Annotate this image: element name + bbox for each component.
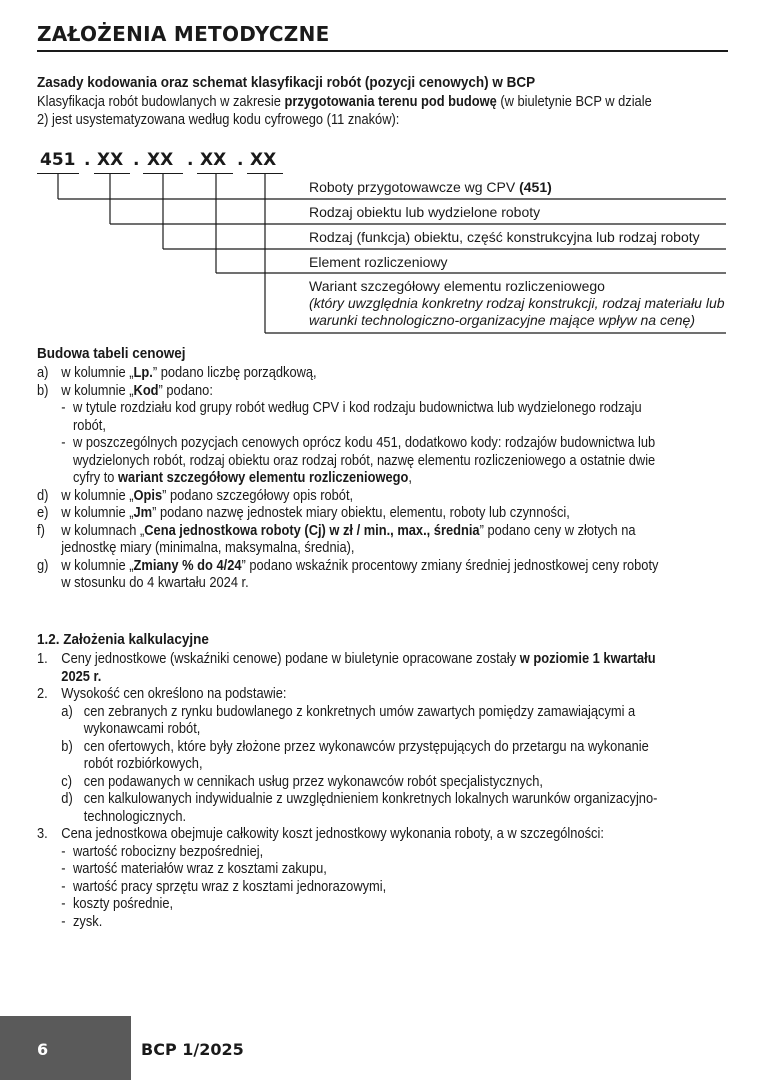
list-item: d) cen kalkulowanych indywidualnie z uwzględnieniem konkretnych lokalnych warunków organizacyjno-technologicznych. [61,791,658,825]
calculation-list-cont [37,826,661,844]
list-item: e) w kolumnie „Jm” podano nazwę jednostek miary obiektu, elementu, roboty lub czynności, [37,505,570,521]
kod-sublist [37,400,661,488]
price-table-list [37,365,661,400]
list-item: f) w kolumnach „Cena jednostkowa roboty (Cj) w zł / min., max., średnia” podano ceny w złotych na jednostkę miary (minimalna, maksymalna, średnia), [37,522,636,556]
list-item: - w poszczególnych pozycjach cenowych oprócz kodu 451, dodatkowo kody: rodzajów budownictwa lub wydzielonych robót, rodzaj obiektu oraz rodzaj robót, nazwę elementu rozliczeniowego a ostatnie dwie cyfry to wariant szczegółowy elementu rozliczeniowego, [61,435,656,486]
list-item: 1. Ceny jednostkowe (wskaźniki cenowe) podane w biuletynie opracowane zostały w poziomie 1 kwartału 2025 r. [37,651,656,685]
price-table-heading: Budowa tabeli cenowej [37,345,186,362]
code-dot: . [187,150,194,170]
list-item: - wartość pracy sprzętu wraz z kosztami jednorazowymi, [61,878,387,895]
code-dot: . [84,150,91,170]
list-item: b) w kolumnie „Kod” podano: [37,382,213,399]
coding-heading: Zasady kodowania oraz schemat klasyfikacji robót (pozycji cenowych) w BCP [37,74,536,91]
diagram-label-variant-note: (który uwzględnia konkretny rodzaj konstrukcji, rodzaj materiału lub [309,295,725,311]
diagram-label-function: Rodzaj (funkcja) obiektu, część konstrukcyjna lub rodzaj roboty [309,229,700,245]
footer-page-tab [0,1016,131,1080]
code-dot: . [133,150,140,170]
list-item: d) w kolumnie „Opis” podano szczegółowy opis robót, [37,487,354,504]
list-item: a) w kolumnie „Lp.” podano liczbę porządkową, [37,365,317,381]
diagram-label-variant: Wariant szczegółowy elementu rozliczeniowego [309,278,605,294]
code-segment-2: XX [97,150,124,170]
list-item: - w tytule rozdziału kod grupy robót według CPV i kod rodzaju budownictwa lub wydzielonego rodzaju robót, [61,400,642,434]
price-table-section [37,345,661,593]
diagram-label-object-type: Rodzaj obiektu lub wydzielone roboty [309,204,541,220]
calculation-section [37,631,661,931]
list-item: - zysk. [61,913,103,930]
cost-components-sublist [37,844,661,932]
price-sources-sublist [37,704,661,827]
page-title: ZAŁOŻENIA METODYCZNE [37,22,728,52]
diagram-label-cpv: Roboty przygotowawcze wg CPV (451) [309,179,552,195]
code-segment-4: XX [200,150,227,170]
list-item: - koszty pośrednie, [61,896,174,912]
list-item: - wartość materiałów wraz z kosztami zakupu, [61,861,327,877]
calculation-heading: 1.2. Założenia kalkulacyjne [37,631,209,648]
list-item: 2. Wysokość cen określono na podstawie: [37,686,287,702]
code-dot: . [237,150,244,170]
diagram-label-variant-note: warunki technologiczno-organizacyjne mające wpływ na cenę) [309,312,695,328]
list-item: a) cen zebranych z rynku budowlanego z konkretnych umów zawartych pomiędzy zamawiającymi a wykonawcami robót, [61,703,636,737]
code-segment-cpv: 451 [40,150,76,170]
code-segment-5: XX [250,150,277,170]
page-number: 6 [37,1040,49,1059]
list-item: c) cen podawanych w cennikach usług przez wykonawców robót specjalistycznych, [61,773,543,790]
list-item: g) w kolumnie „Zmiany % do 4/24” podano wskaźnik procentowy zmiany średniej jednostkowej ceny roboty w stosunku do 4 kwartału 2024 r. [37,557,659,591]
list-item: 3. Cena jednostkowa obejmuje całkowity koszt jednostkowy wykonania roboty, a w szczególności: [37,826,604,842]
diagram-label-element: Element rozliczeniowy [309,254,448,270]
publication-title: BCP 1/2025 [141,1040,244,1059]
list-item: b) cen ofertowych, które były złożone przez wykonawców przystępujących do przetargu na wykonanie robót rozbiórkowych, [61,738,649,772]
code-segment-3: XX [147,150,174,170]
list-item: - wartość robocizny bezpośredniej, [61,843,264,860]
coding-intro: Klasyfikacja robót budowlanych w zakresie przygotowania terenu pod budowę (w biuletynie BCP w dziale 2) jest usystematyzowana według kodu cyfrowego (11 znaków): [37,94,652,128]
calculation-list [37,651,661,704]
price-table-list-cont [37,488,661,593]
